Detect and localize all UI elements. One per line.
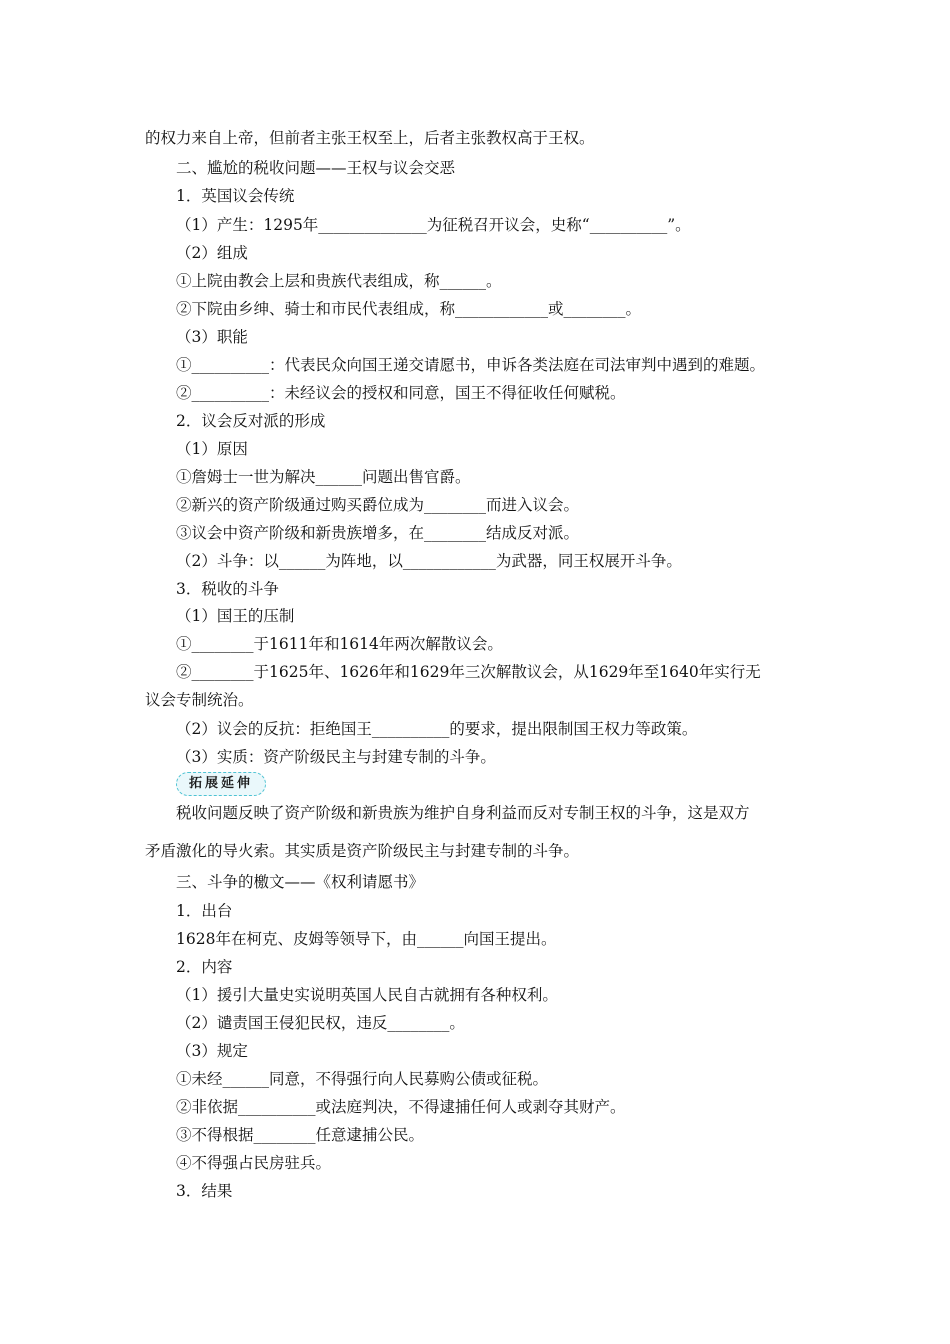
text-line: ③不得根据________任意逮捕公民。	[176, 1126, 425, 1144]
text-line: （1）援引大量史实说明英国人民自古就拥有各种权利。	[176, 986, 558, 1004]
text-line: ②________于1625年、1626年和1629年三次解散议会，从1629年至1640年实行无	[176, 663, 761, 681]
text-line: ②新兴的资产阶级通过购买爵位成为________而进入议会。	[176, 496, 580, 514]
text-line: ①上院由教会上层和贵族代表组成，称______。	[176, 272, 502, 290]
text-line: ①__________：代表民众向国王递交请愿书，申诉各类法庭在司法审判中遇到的难题。	[176, 356, 766, 374]
text-line: （3）职能	[176, 328, 248, 346]
text-line: 的权力来自上帝，但前者主张王权至上，后者主张教权高于王权。	[145, 129, 595, 147]
subsection-heading: 1．英国议会传统	[176, 187, 295, 205]
text-line: （2）斗争：以______为阵地，以____________为武器，同王权展开斗争。	[176, 552, 682, 570]
subsection-heading: 3．税收的斗争	[176, 580, 279, 598]
text-line: （1）原因	[176, 440, 248, 458]
text-line: ①________于1611年和1614年两次解散议会。	[176, 635, 503, 653]
text-line: （2）组成	[176, 244, 248, 262]
text-line: 议会专制统治。	[145, 691, 254, 709]
text-line: （1）产生：1295年______________为征税召开议会，史称“__________”。	[176, 216, 691, 234]
text-line: （1）国王的压制	[176, 607, 295, 625]
text-line: ④不得强占民房驻兵。	[176, 1154, 332, 1172]
text-line: ③议会中资产阶级和新贵族增多，在________结成反对派。	[176, 524, 580, 542]
extension-badge: 拓展延伸	[176, 772, 266, 796]
text-line: ②__________：未经议会的授权和同意，国王不得征收任何赋税。	[176, 384, 626, 402]
text-line: ②非依据__________或法庭判决，不得逮捕任何人或剥夺其财产。	[176, 1098, 626, 1116]
text-line: 税收问题反映了资产阶级和新贵族为维护自身利益而反对专制王权的斗争，这是双方	[176, 804, 750, 822]
subsection-heading: 2．内容	[176, 958, 233, 976]
text-line: （3）实质：资产阶级民主与封建专制的斗争。	[176, 748, 496, 766]
section-heading: 三、斗争的檄文——《权利请愿书》	[176, 873, 425, 891]
text-line: （2）谴责国王侵犯民权，违反________。	[176, 1014, 465, 1032]
section-heading: 二、尴尬的税收问题——王权与议会交恶	[176, 159, 456, 177]
text-line: ②下院由乡绅、骑士和市民代表组成，称____________或________。	[176, 300, 642, 318]
text-line: （3）规定	[176, 1042, 248, 1060]
subsection-heading: 2．议会反对派的形成	[176, 412, 326, 430]
text-line: 矛盾激化的导火索。其实质是资产阶级民主与封建专制的斗争。	[145, 842, 580, 860]
text-line: ①未经______同意，不得强行向人民募购公债或征税。	[176, 1070, 549, 1088]
text-line: 1628年在柯克、皮姆等领导下，由______向国王提出。	[176, 930, 557, 948]
text-line: （2）议会的反抗：拒绝国王__________的要求，提出限制国王权力等政策。	[176, 720, 698, 738]
text-line: ①詹姆士一世为解决______问题出售官爵。	[176, 468, 471, 486]
subsection-heading: 3．结果	[176, 1182, 233, 1200]
subsection-heading: 1．出台	[176, 902, 233, 920]
